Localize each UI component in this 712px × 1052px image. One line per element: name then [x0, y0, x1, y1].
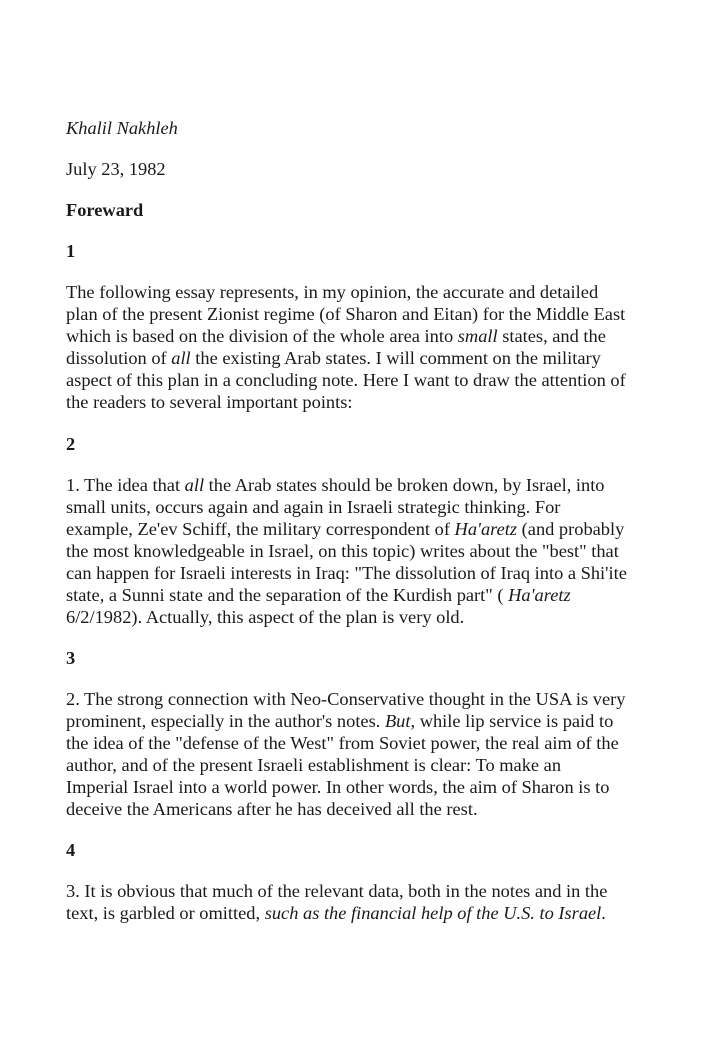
section-number: 3	[66, 648, 76, 668]
text-line	[66, 518, 666, 540]
text-line	[66, 474, 666, 496]
emphasis-text: But,	[384, 711, 416, 731]
emphasis-text: Ha'aretz	[508, 585, 571, 605]
text-line	[66, 798, 666, 820]
text-line	[66, 902, 666, 924]
text-line	[66, 584, 666, 606]
text-line	[66, 496, 666, 518]
text-line	[66, 540, 666, 562]
document-date: July 23, 1982	[66, 159, 166, 179]
paragraph	[66, 281, 666, 413]
text-line	[66, 369, 666, 391]
text-line	[66, 325, 666, 347]
text-run: can happen for Israeli interests in Iraq: "The dissolution of Iraq into a Shi'ite	[66, 563, 627, 583]
section-number: 4	[66, 840, 76, 860]
paragraph	[66, 688, 666, 820]
text-run: dissolution of	[66, 348, 172, 368]
text-line	[66, 688, 666, 710]
text-line	[66, 391, 666, 413]
text-run: while lip service is paid to	[415, 711, 614, 731]
section-number: 1	[66, 241, 76, 261]
text-run: the most knowledgeable in Israel, on this topic) writes about the "best" that	[66, 541, 619, 561]
text-line	[66, 281, 666, 303]
text-run: the idea of the "defense of the West" from Soviet power, the real aim of the	[66, 733, 619, 753]
emphasis-text: such as the financial help of the U.S. to Israel	[264, 903, 602, 923]
text-run: author, and of the present Israeli establishment is clear: To make an	[66, 755, 562, 775]
emphasis-text: all	[184, 475, 205, 495]
text-line	[66, 347, 666, 369]
text-run: which is based on the division of the whole area into	[66, 326, 458, 346]
text-run: 6/2/1982). Actually, this aspect of the plan is very old.	[66, 607, 465, 627]
emphasis-text: all	[171, 348, 191, 368]
author-name: Khalil Nakhleh	[66, 118, 178, 138]
text-run: 2. The strong connection with Neo-Conservative thought in the USA is very	[66, 689, 626, 709]
text-run: .	[601, 903, 606, 923]
text-run: (and probably	[517, 519, 625, 539]
text-run: 3. It is obvious that much of the relevant data, both in the notes and in the	[66, 881, 608, 901]
text-run: text, is garbled or omitted,	[66, 903, 265, 923]
section-number: 2	[66, 434, 76, 454]
emphasis-text: small	[457, 326, 498, 346]
text-run: the existing Arab states. I will comment on the military	[190, 348, 601, 368]
text-run: example, Ze'ev Schiff, the military correspondent of	[66, 519, 455, 539]
emphasis-text: Ha'aretz	[454, 519, 518, 539]
text-line	[66, 562, 666, 584]
text-run: small units, occurs again and again in Israeli strategic thinking. For	[66, 497, 561, 517]
text-run: The following essay represents, in my opinion, the accurate and detailed	[66, 282, 599, 302]
text-line	[66, 710, 666, 732]
text-run: the readers to several important points:	[66, 392, 353, 412]
text-run: deceive the Americans after he has deceived all the rest.	[66, 799, 478, 819]
text-run: state, a Sunni state and the separation of the Kurdish part" (	[66, 585, 509, 605]
text-run: the Arab states should be broken down, by Israel, into	[204, 475, 605, 495]
text-run: 1. The idea that	[66, 475, 185, 495]
paragraph	[66, 474, 666, 628]
text-line	[66, 776, 666, 798]
text-run: prominent, especially in the author's notes.	[66, 711, 385, 731]
section-heading: Foreward	[66, 200, 144, 220]
text-line	[66, 303, 666, 325]
text-run: aspect of this plan in a concluding note. Here I want to draw the attention of	[66, 370, 626, 390]
text-line	[66, 754, 666, 776]
paragraph	[66, 880, 666, 924]
text-run: Imperial Israel into a world power. In other words, the aim of Sharon is to	[66, 777, 610, 797]
text-line	[66, 880, 666, 902]
text-line	[66, 732, 666, 754]
text-line	[66, 606, 666, 628]
text-run: plan of the present Zionist regime (of Sharon and Eitan) for the Middle East	[66, 304, 626, 324]
text-run: states, and the	[497, 326, 606, 346]
